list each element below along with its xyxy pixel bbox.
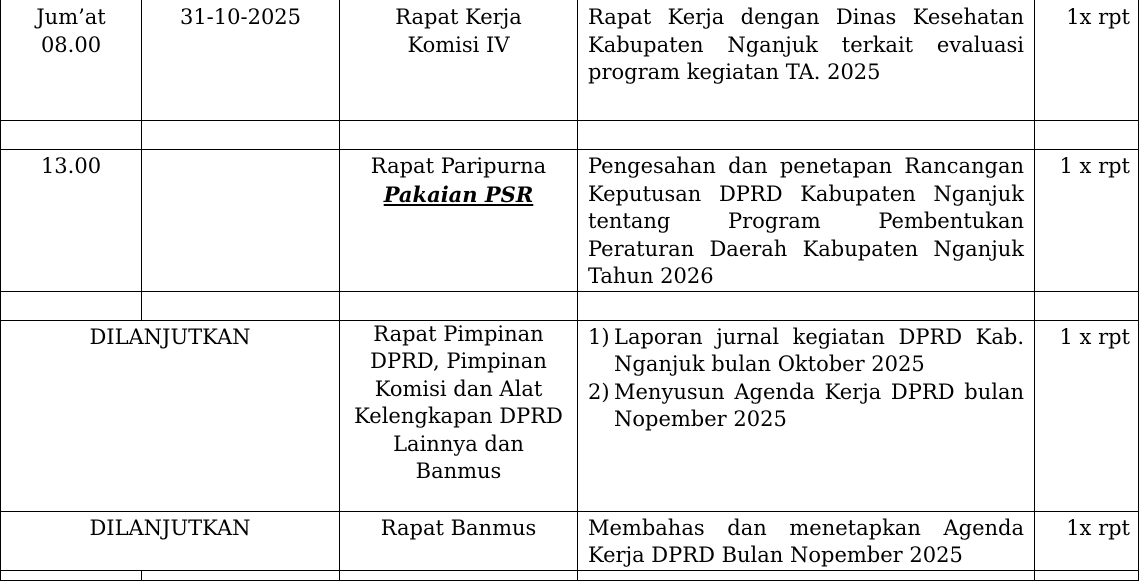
spacer-row: [1, 291, 1139, 320]
day-time-cell: [1, 0, 142, 121]
spacer-cell: [340, 121, 578, 150]
table-row: [1, 150, 1139, 292]
spacer-cell: [1035, 121, 1139, 150]
date-cell: [142, 150, 340, 292]
dress-code-note: Pakaian PSR: [383, 181, 534, 207]
cutoff-row: [1, 570, 1139, 580]
spacer-cell: [142, 121, 340, 150]
description-cell: Membahas dan menetapkan Agenda Kerja DPRD Bulan Nopember 2025: [578, 511, 1035, 570]
activity-cell: Rapat Kerja Komisi IV: [340, 0, 578, 121]
spacer-cell: [578, 121, 1035, 150]
frequency-cell: 1 x rpt: [1035, 150, 1139, 292]
description-cell: [578, 320, 1035, 511]
continued-cell: DILANJUTKAN: [1, 511, 340, 570]
continued-cell: DILANJUTKAN: [1, 320, 340, 511]
spacer-cell: [1, 570, 142, 580]
time-cell: 13.00: [1, 150, 142, 292]
spacer-cell: [340, 570, 578, 580]
activity-cell: Rapat Banmus: [340, 511, 578, 570]
agenda-item-list: [588, 324, 1024, 434]
spacer-cell: [142, 570, 340, 580]
description-cell: Pengesahan dan penetapan Rancangan Keputusan DPRD Kabupaten Nganjuk tentang Program Pembentukan Peraturan Daerah Kabupaten Nganjuk Tahun 2026: [578, 150, 1035, 292]
list-item: [588, 324, 1024, 379]
table-row: [1, 511, 1139, 570]
description-cell: Rapat Kerja dengan Dinas Kesehatan Kabupaten Nganjuk terkait evaluasi program kegiatan TA. 2025: [578, 0, 1035, 121]
spacer-cell: [1, 121, 142, 150]
day-label: Jum’at: [36, 5, 106, 29]
spacer-cell: [1035, 291, 1139, 320]
item-text: Laporan jurnal kegiatan DPRD Kab. Nganjuk bulan Oktober 2025: [614, 324, 1024, 376]
activity-cell: [340, 150, 578, 292]
activity-title: Rapat Paripurna: [370, 154, 547, 178]
spacer-cell: [578, 291, 1035, 320]
spacer-cell: [578, 570, 1035, 580]
item-number: 2): [588, 379, 610, 404]
frequency-cell: 1 x rpt: [1035, 320, 1139, 511]
list-item: [588, 379, 1024, 434]
frequency-cell: 1x rpt: [1035, 511, 1139, 570]
spacer-cell: [1, 291, 142, 320]
item-text: Menyusun Agenda Kerja DPRD bulan Nopember 2025: [614, 379, 1024, 431]
table-row: [1, 320, 1139, 511]
table-row: [1, 0, 1139, 121]
spacer-row: [1, 121, 1139, 150]
item-number: 1): [588, 324, 610, 349]
activity-cell: Rapat Pimpinan DPRD, Pimpinan Komisi dan Alat Kelengkapan DPRD Lainnya dan Banmus: [340, 320, 578, 511]
frequency-cell: 1x rpt: [1035, 0, 1139, 121]
time-label: 08.00: [40, 32, 102, 57]
spacer-cell: [1035, 570, 1139, 580]
spacer-cell: [142, 291, 340, 320]
spacer-cell: [340, 291, 578, 320]
date-cell: 31-10-2025: [142, 0, 340, 121]
